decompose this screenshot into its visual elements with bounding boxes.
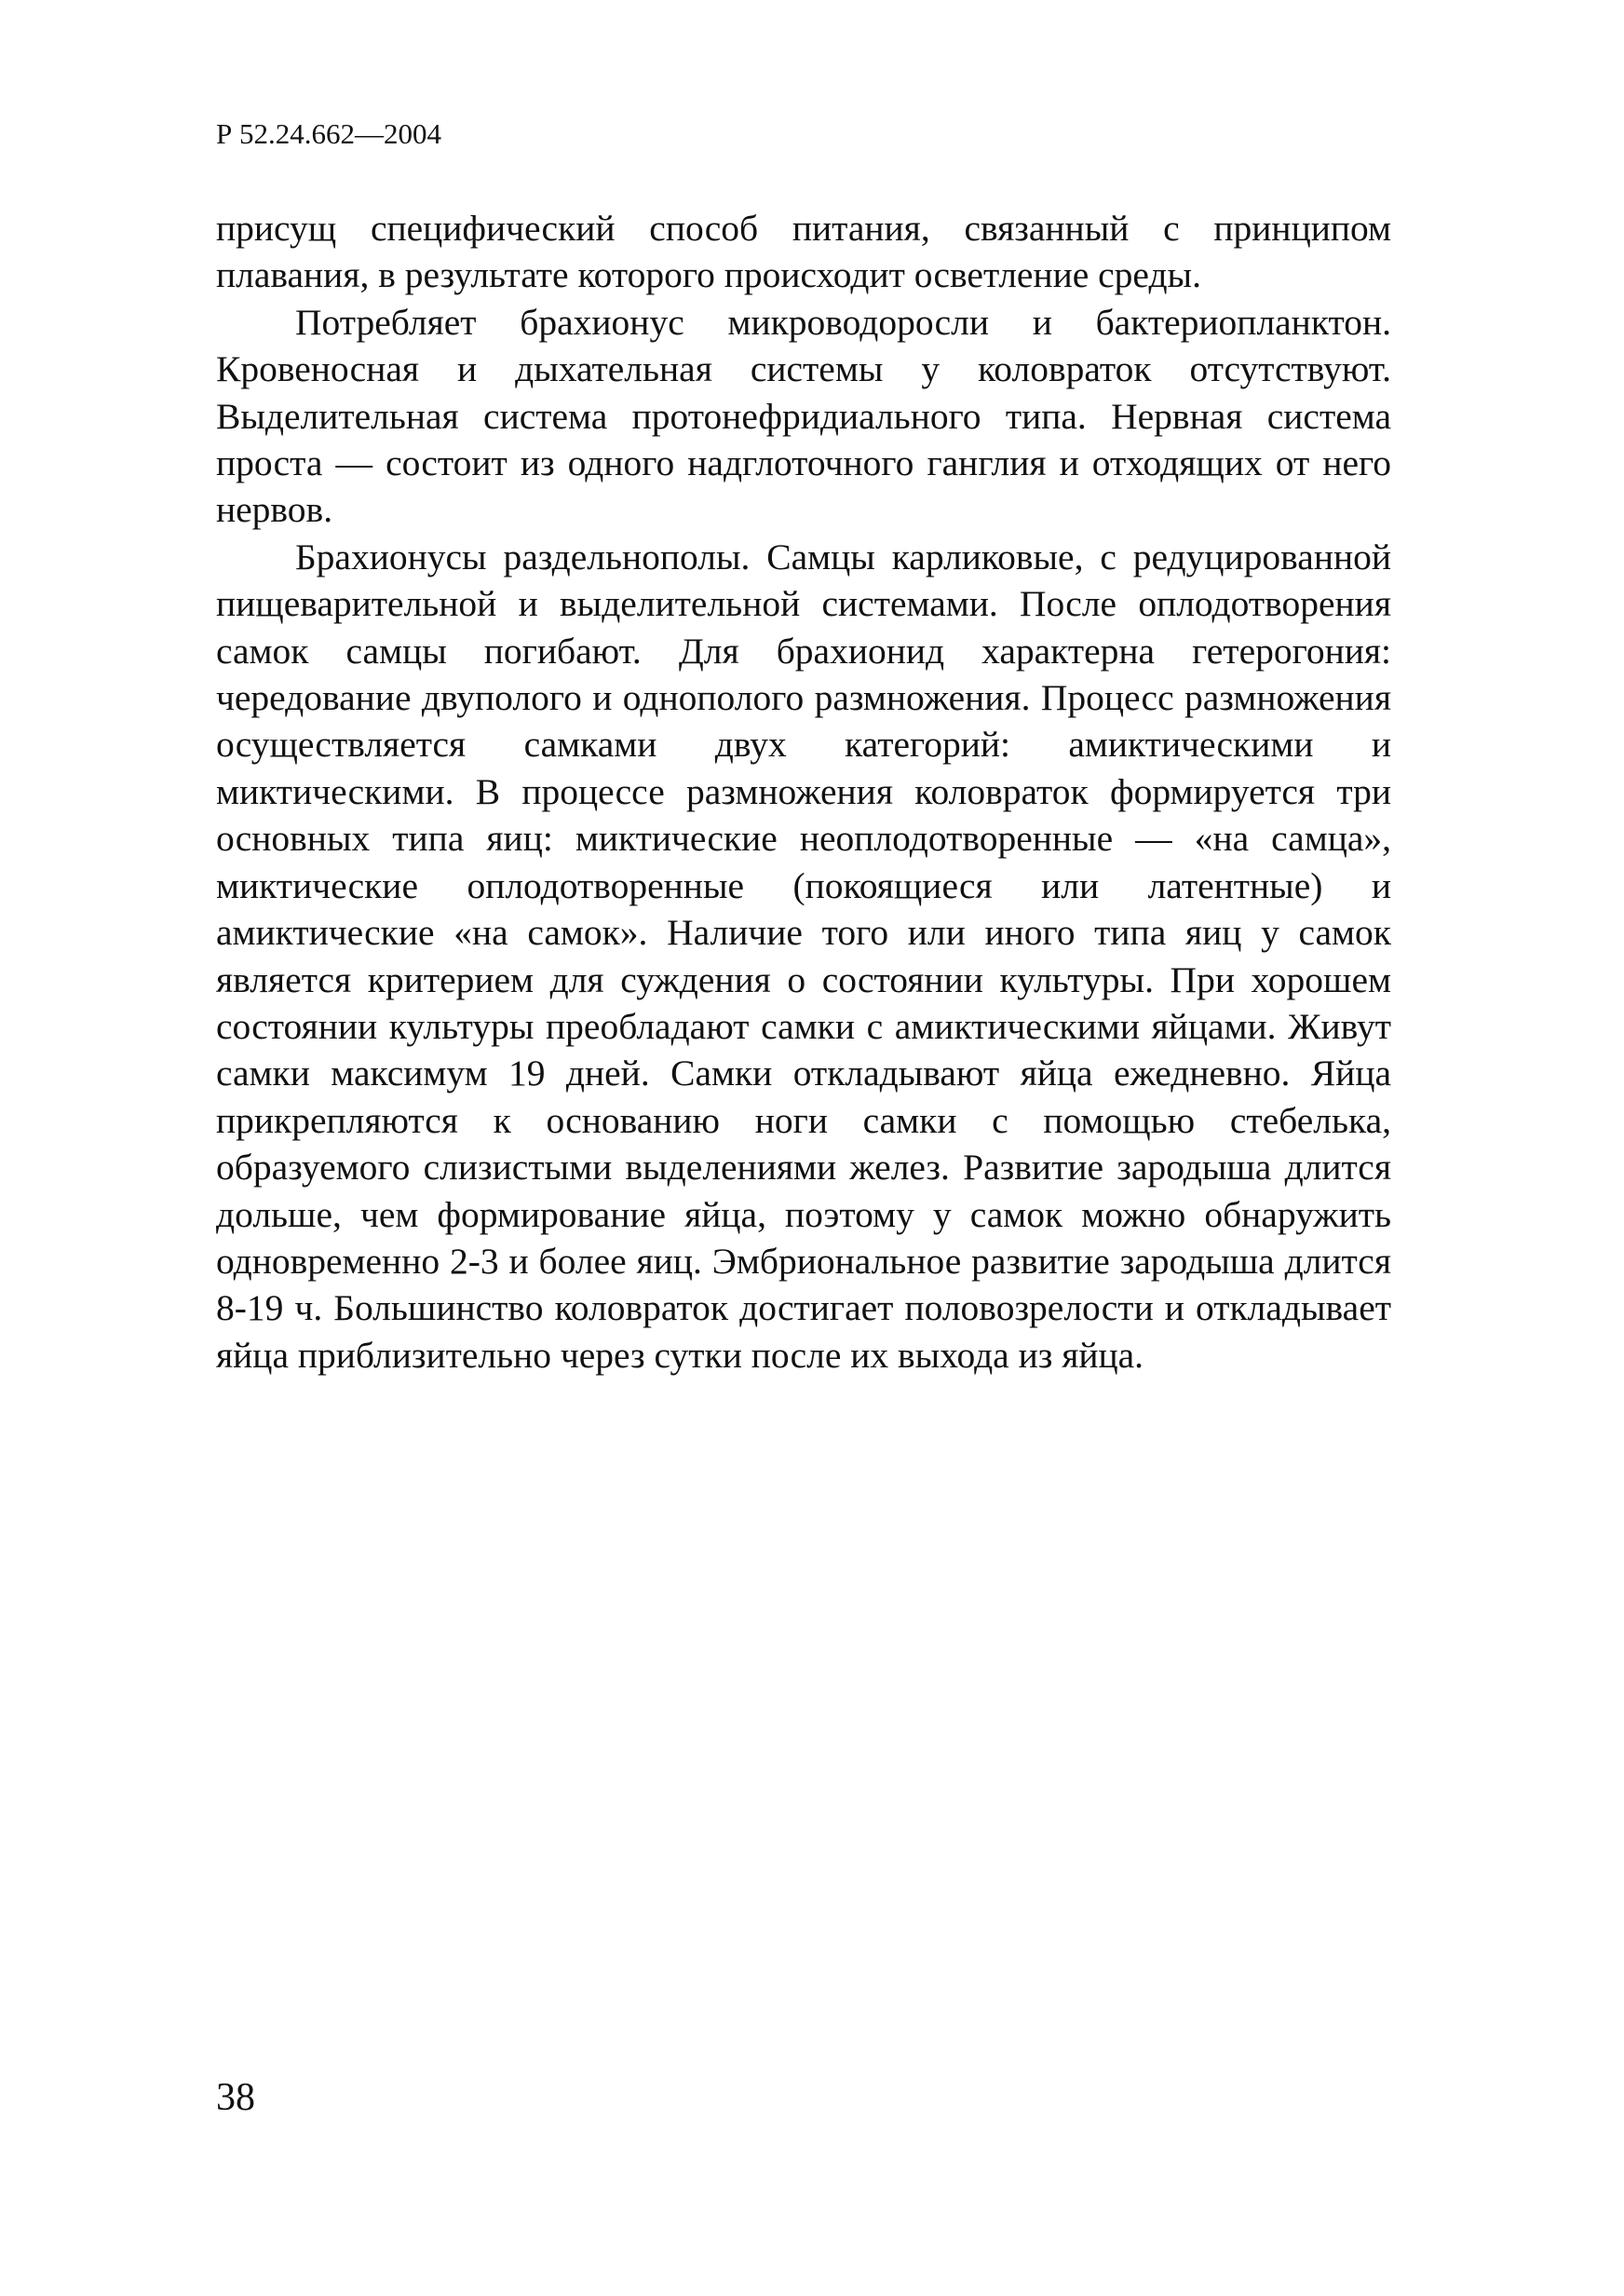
paragraph-2: Потребляет брахионус микроводоросли и бактериопланктон. Кровеносная и дыхательная системы у коловраток отсутствуют. Выделительная система протонефридиального типа. Нервная система проста — состоит из одного надглоточного ганглия и отходящих от него нервов.	[216, 301, 1391, 531]
paragraph-3: Брахионусы раздельнополы. Самцы карликовые, с редуцированной пищеварительной и выделительной системами. После оплодотворения самок самцы погибают. Для брахионид характерна гетерогония: чередование двуполого и однополого размножения. Процесс размножения осуществляется самками двух категорий: амиктическими и миктическими. В процессе размножения коловраток формируется три основных типа яиц: миктические неоплодотворенные — «на самца», миктические оплодотворенные (покоящиеся или латентные) и амиктические «на самок». Наличие того или иного типа яиц у самок является критерием для суждения о состоянии культуры. При хорошем состоянии культуры преобладают самки с амиктическими яйцами. Живут самки максимум 19 дней. Самки откладывают яйца ежедневно. Яйца прикрепляются к основанию ноги самки с помощью стебелька, образуемого слизистыми выделениями желез. Развитие зародыша длится дольше, чем формирование яйца, поэтому у самок можно обнаружить одновременно 2-3 и более яиц. Эмбриональное развитие зародыша длится 8-19 ч. Большинство коловраток достигает половозрелости и откладывает яйца приблизительно через сутки после их выхода из яйца.	[216, 536, 1391, 1376]
document-code: Р 52.24.662—2004	[216, 117, 441, 150]
paragraph-1: присущ специфический способ питания, связанный с принципом плавания, в результате которого происходит осветление среды.	[216, 208, 1391, 296]
page-body	[216, 205, 1391, 1379]
page-number: 38	[216, 2076, 255, 2119]
